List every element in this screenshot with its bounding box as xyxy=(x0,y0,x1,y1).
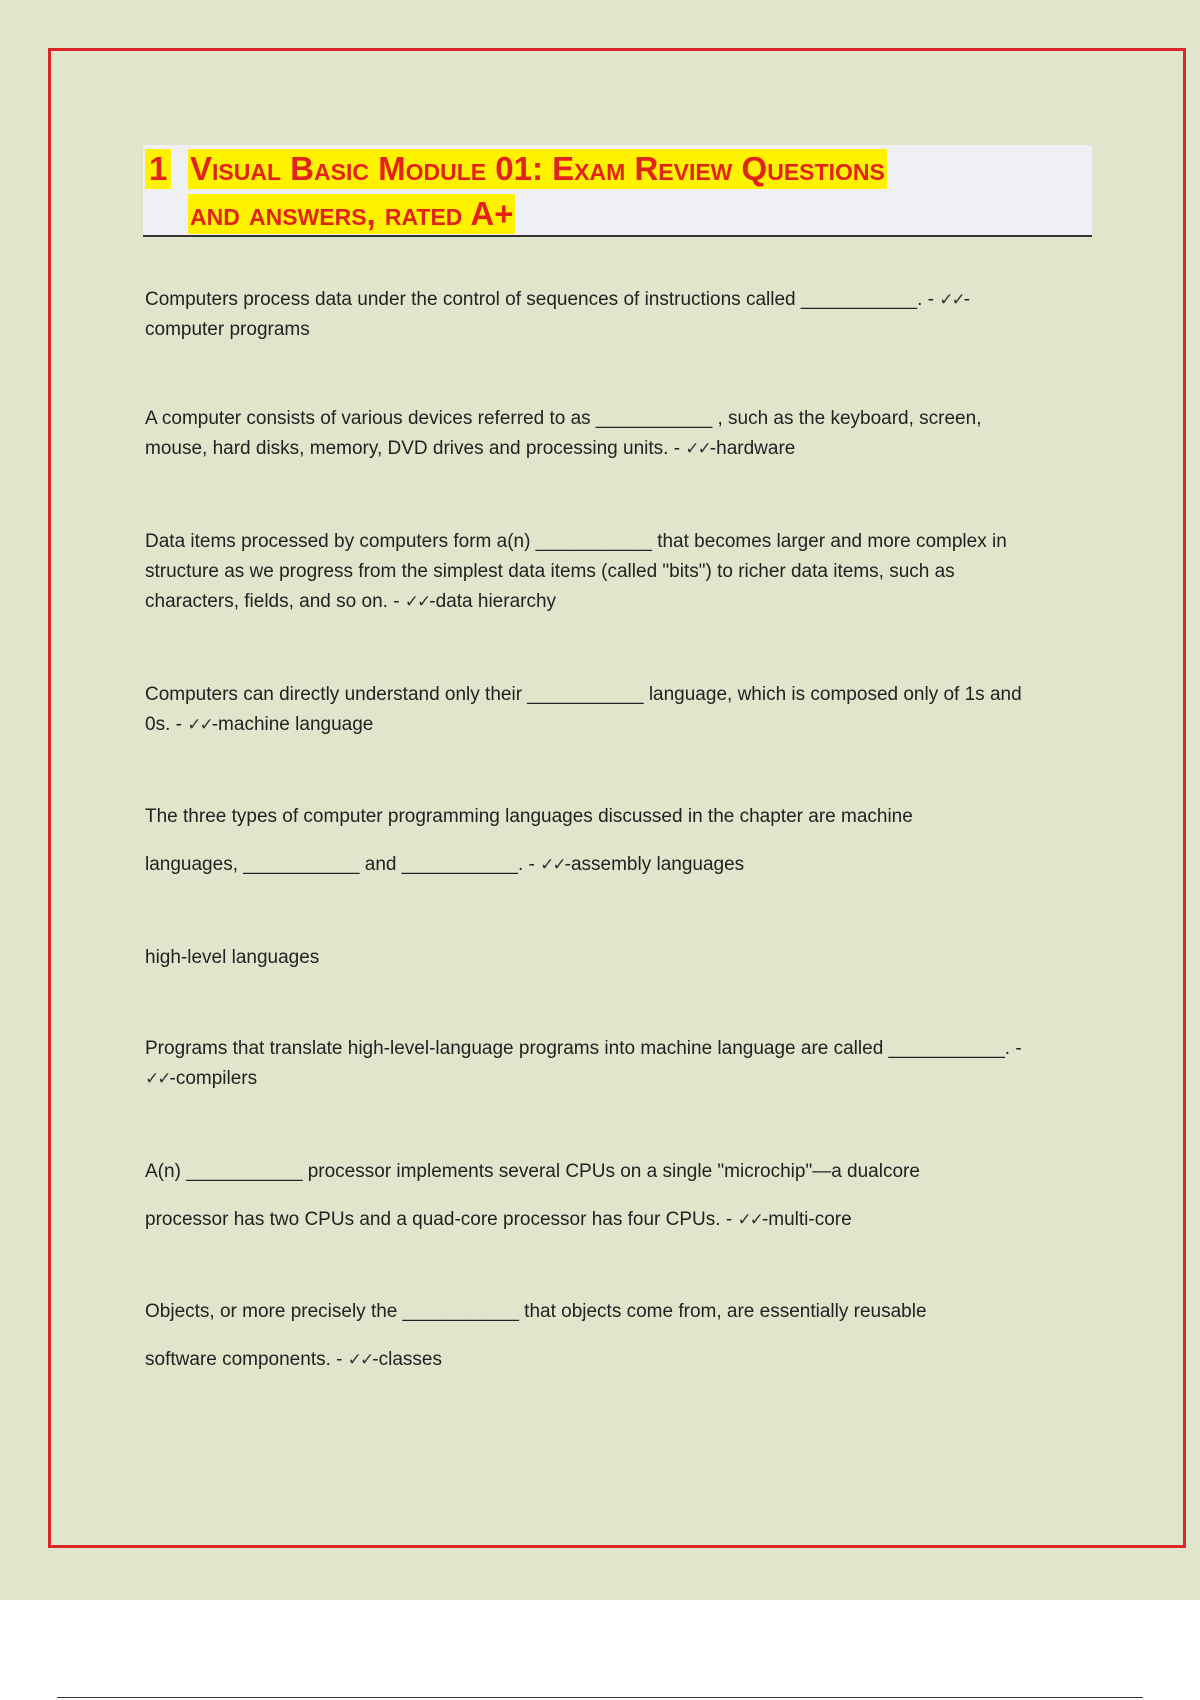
question-line xyxy=(145,850,1075,880)
question-item xyxy=(145,680,1075,740)
check-icon: ✓✓ xyxy=(939,290,964,309)
question-line xyxy=(145,1205,1075,1235)
question-line xyxy=(145,1064,1075,1094)
question-item xyxy=(145,1297,1075,1375)
question-item xyxy=(145,285,1075,345)
question-text: processor has two CPUs and a quad-core processor has four CPUs. - xyxy=(145,1209,738,1230)
question-item xyxy=(145,1157,1075,1235)
answer-line: computer programs xyxy=(145,319,310,340)
question-item xyxy=(145,404,1075,464)
answer-text: -assembly languages xyxy=(564,854,745,875)
question-line: Programs that translate high-level-language programs into machine language are called ___________. - xyxy=(145,1038,1022,1059)
question-text: mouse, hard disks, memory, DVD drives and processing units. - xyxy=(145,438,686,459)
heading-block xyxy=(143,145,1092,237)
question-text: software components. - xyxy=(145,1349,348,1370)
question-line xyxy=(145,587,1075,617)
answer-text: -hardware xyxy=(709,438,796,459)
check-icon: ✓✓ xyxy=(540,855,565,874)
question-line xyxy=(145,710,1075,740)
answer-text: -multi-core xyxy=(761,1209,852,1230)
question-text: Computers process data under the control of sequences of instructions called ___________. - xyxy=(145,289,940,310)
answer-extra-line: high-level languages xyxy=(145,947,320,968)
heading-line-2: and answers, rated A+ xyxy=(190,195,514,232)
footer-divider xyxy=(57,1697,1143,1698)
question-line: A computer consists of various devices referred to as ___________ , such as the keyboard, screen, xyxy=(145,408,982,429)
question-item xyxy=(145,527,1075,617)
question-text: characters, fields, and so on. - xyxy=(145,591,405,612)
answer-text: -data hierarchy xyxy=(429,591,557,612)
question-line xyxy=(145,285,1075,315)
heading-line-1: Visual Basic Module 01: Exam Review Questions xyxy=(190,150,885,187)
question-line: Data items processed by computers form a(n) ___________ that becomes larger and more complex in xyxy=(145,531,1007,552)
check-icon: ✓✓ xyxy=(737,1210,762,1229)
check-icon: ✓✓ xyxy=(685,439,710,458)
question-line: Objects, or more precisely the ___________ that objects come from, are essentially reusable xyxy=(145,1301,927,1322)
check-icon: ✓✓ xyxy=(145,1069,170,1088)
heading-number: 1 xyxy=(145,149,171,189)
answer-separator: - xyxy=(963,289,971,310)
question-line xyxy=(145,1345,1075,1375)
question-text: languages, ___________ and ___________. - xyxy=(145,854,541,875)
answer-text: -classes xyxy=(372,1349,442,1370)
question-text: 0s. - xyxy=(145,714,188,735)
question-item xyxy=(145,1034,1075,1094)
question-line: Computers can directly understand only their ___________ language, which is composed only of 1s and xyxy=(145,684,1022,705)
answer-text: -machine language xyxy=(211,714,374,735)
check-icon: ✓✓ xyxy=(347,1350,373,1369)
question-line xyxy=(145,434,1075,464)
question-item xyxy=(145,802,1075,880)
check-icon: ✓✓ xyxy=(404,592,430,611)
check-icon: ✓✓ xyxy=(187,715,212,734)
answer-text: -compilers xyxy=(169,1068,258,1089)
question-line: The three types of computer programming languages discussed in the chapter are machine xyxy=(145,806,913,827)
question-line: A(n) ___________ processor implements several CPUs on a single "microchip"—a dualcore xyxy=(145,1161,920,1182)
question-line: structure as we progress from the simplest data items (called "bits") to richer data items, such as xyxy=(145,561,955,582)
